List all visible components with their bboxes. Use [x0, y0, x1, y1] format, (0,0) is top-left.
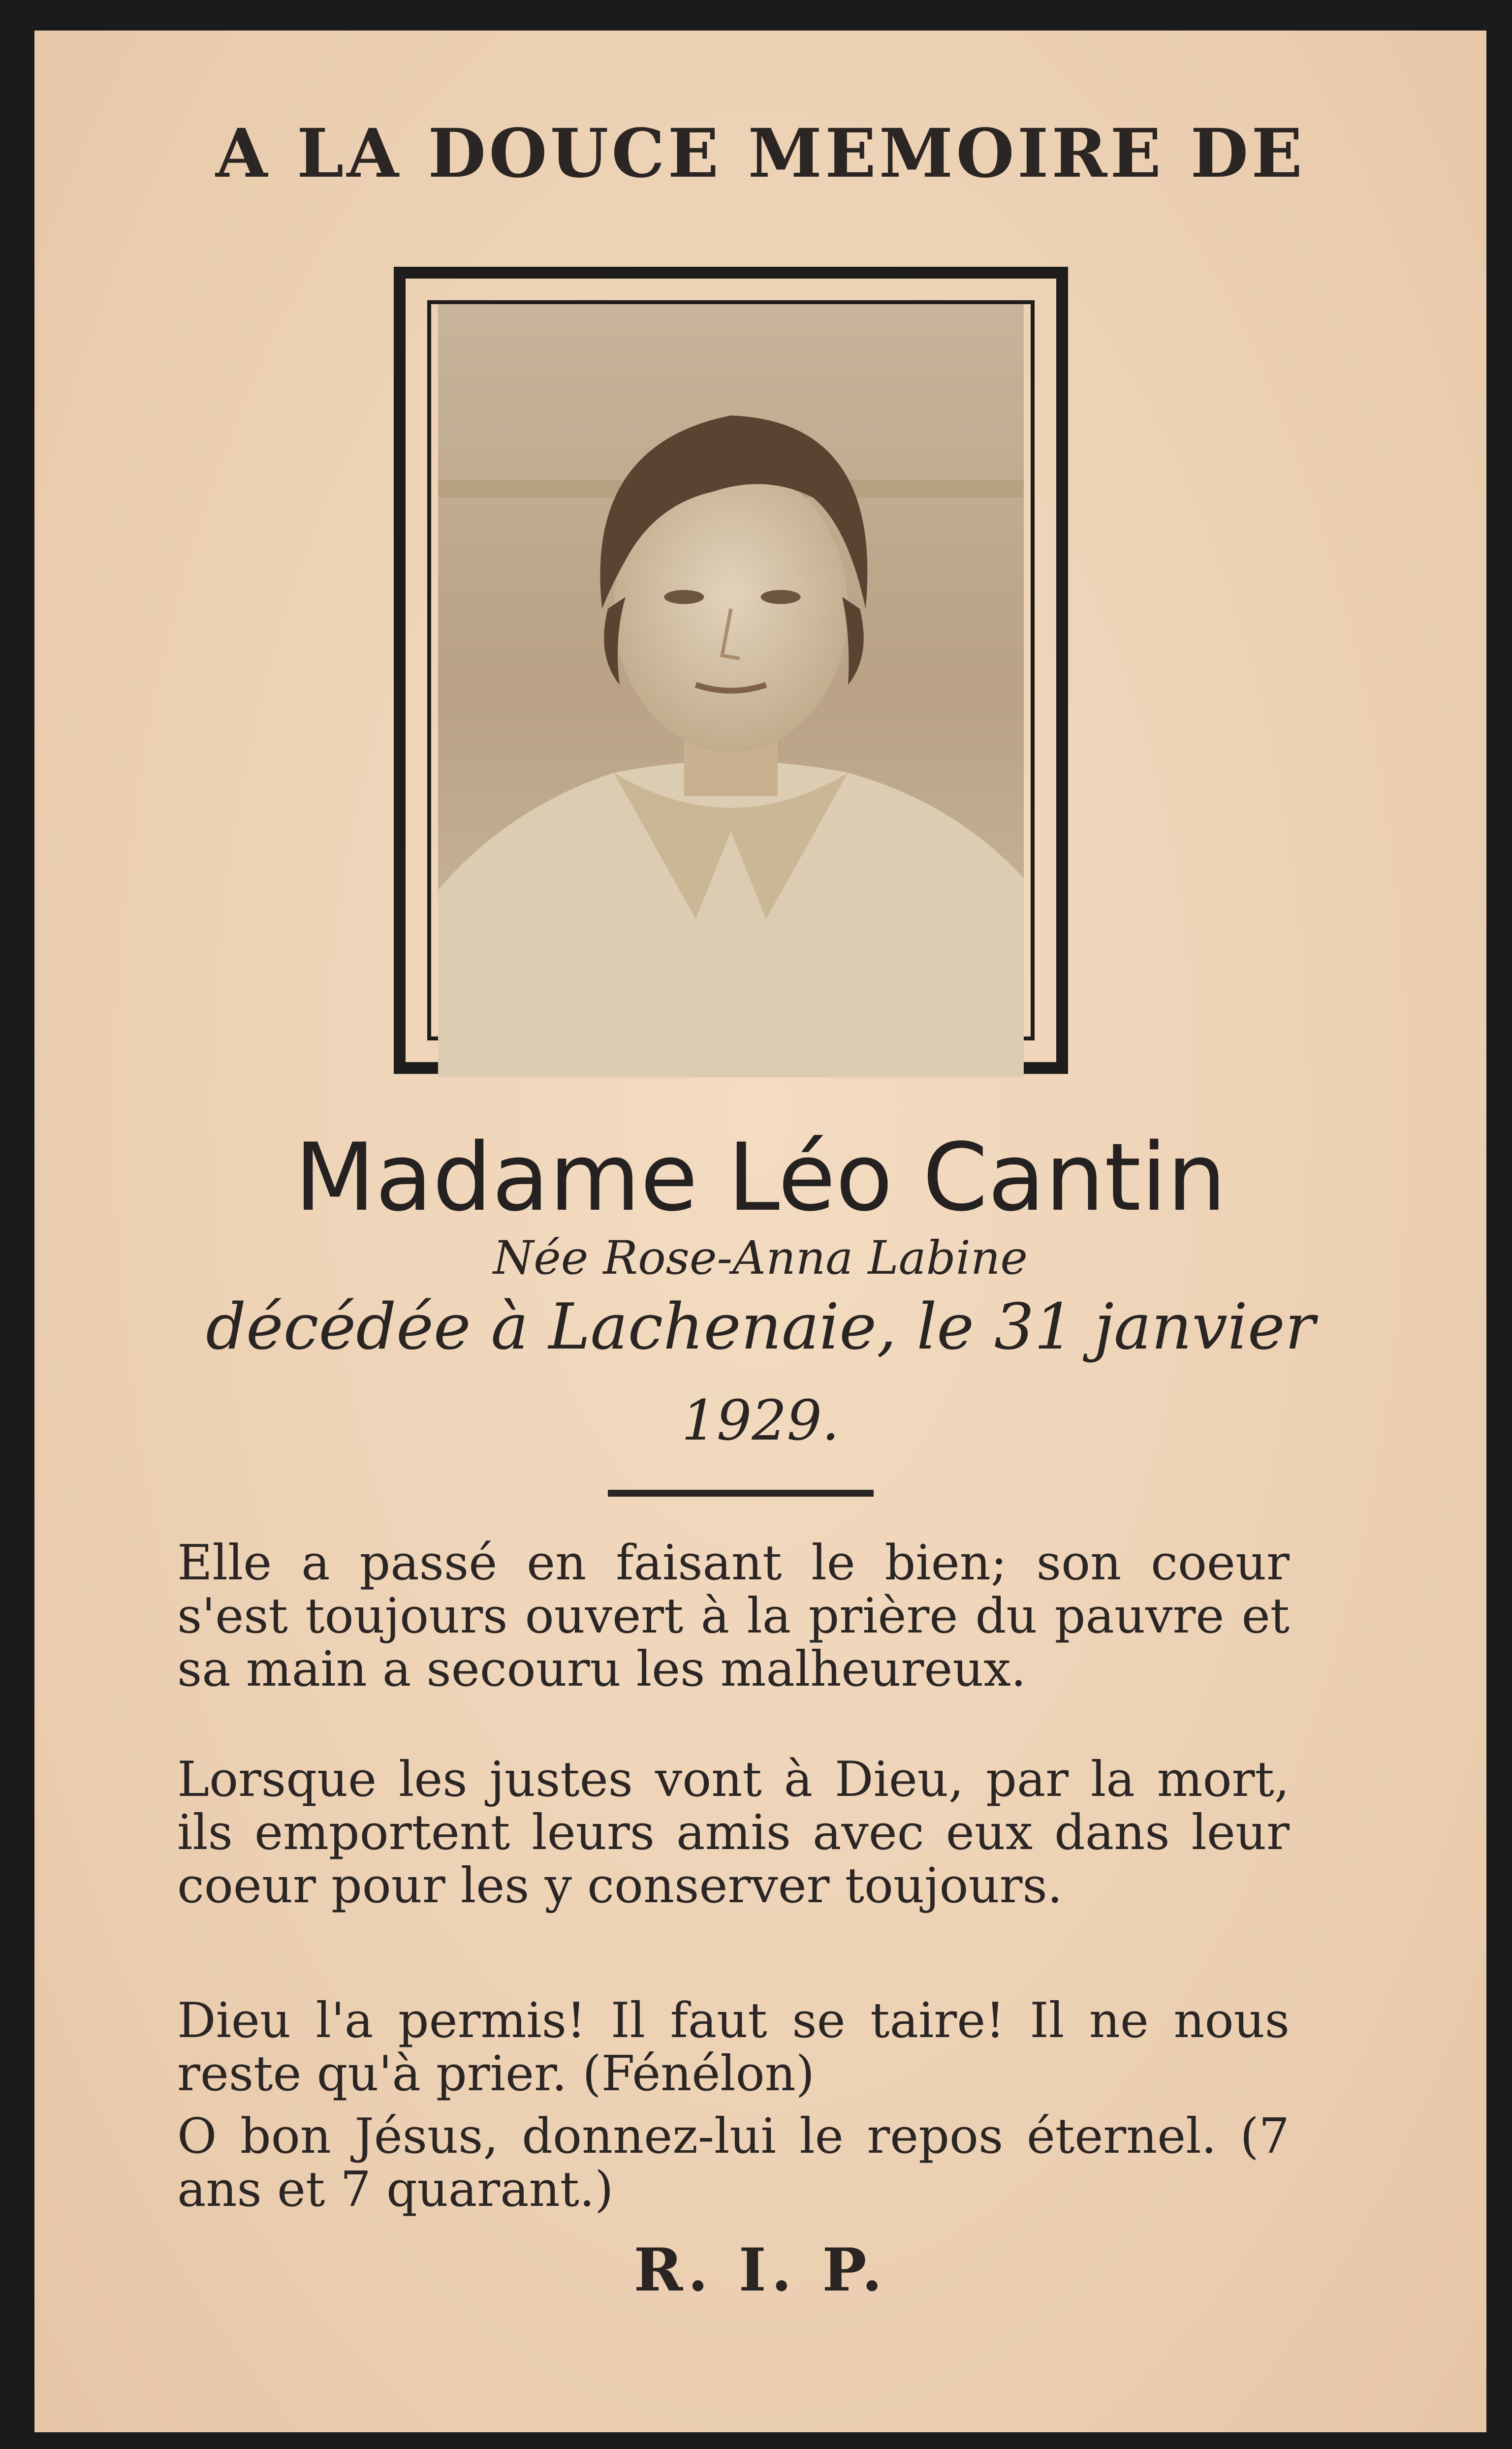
card-heading: A LA DOUCE MEMOIRE DE [215, 114, 1306, 193]
death-year: 1929. [681, 1389, 840, 1453]
verse-paragraph: Dieu l'a permis! Il faut se taire! Il ne nous reste qu'à prier. (Fénélon) [177, 1993, 1290, 2102]
divider-rule [608, 1490, 874, 1497]
deceased-name: Madame Léo Cantin [294, 1123, 1227, 1232]
portrait-photo [438, 304, 1024, 1077]
photo-frame [394, 267, 1068, 1074]
rip-closing: R. I. P. [633, 2235, 887, 2305]
death-place-date: décédée à Lachenaie, le 31 janvier [206, 1290, 1315, 1364]
verse-paragraph: Elle a passé en faisant le bien; son coeur s'est toujours ouvert à la prière du pauvre et sa main a secouru les malheureux. [177, 1535, 1290, 1697]
verse-paragraph: Lorsque les justes vont à Dieu, par la mort, ils emportent leurs amis avec eux dans leur coeur pour les y conserver toujours. [177, 1752, 1290, 1914]
memorial-card [34, 31, 1486, 2432]
maiden-name: Née Rose-Anna Labine [493, 1231, 1028, 1285]
prayer-paragraph: O bon Jésus, donnez-lui le repos éternel. (7 ans et 7 quarant.) [177, 2108, 1290, 2218]
